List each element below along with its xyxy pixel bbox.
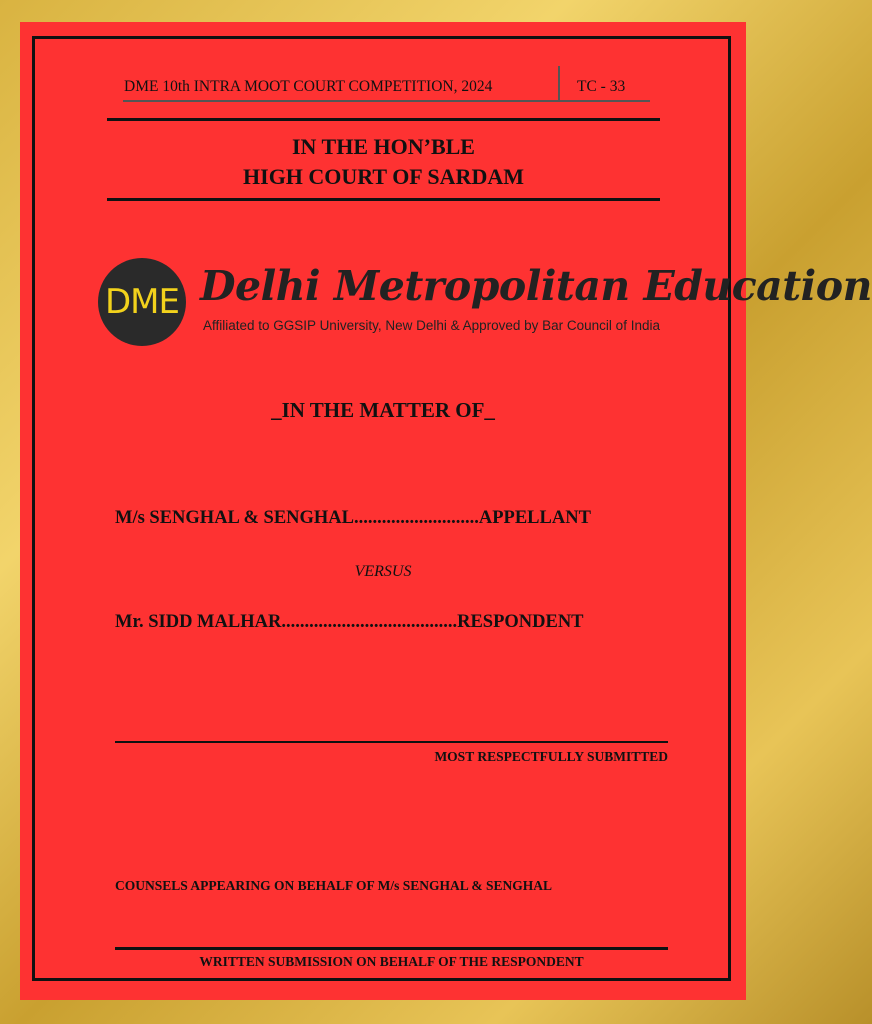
submitted-note: MOST RESPECTFULLY SUBMITTED xyxy=(434,749,668,764)
counsel-line: COUNSELS APPEARING ON BEHALF OF M/s SENGHAL & SENGHAL xyxy=(115,878,553,893)
competition-title: DME 10th INTRA MOOT COURT COMPETITION, 2024 xyxy=(124,78,493,95)
footer-text: WRITTEN SUBMISSION ON BEHALF OF THE RESPONDENT xyxy=(199,954,584,969)
logo-initials: DME xyxy=(105,282,179,322)
submission-rule xyxy=(115,741,668,743)
respondent-line: Mr. SIDD MALHAR......................................RESPONDENT xyxy=(115,612,584,632)
appellant-line: M/s SENGHAL & SENGHAL...........................APPELLANT xyxy=(115,508,591,528)
court-top-rule xyxy=(107,118,660,121)
court-line-2: HIGH COURT OF SARDAM xyxy=(243,164,524,189)
matter-heading: _IN THE MATTER OF_ xyxy=(271,398,495,422)
team-code: TC - 33 xyxy=(577,78,626,95)
court-bottom-rule xyxy=(107,198,660,201)
court-heading xyxy=(107,132,660,192)
footer-rule xyxy=(115,947,668,950)
court-line-1: IN THE HON’BLE xyxy=(292,134,475,159)
header-underline xyxy=(123,100,650,102)
document-page xyxy=(20,22,872,1000)
versus-label: VERSUS xyxy=(354,563,412,580)
institution-tagline: Affiliated to GGSIP University, New Delhi & Approved by Bar Council of India xyxy=(203,318,660,333)
dme-logo-icon xyxy=(98,258,186,346)
header-separator xyxy=(558,66,560,102)
institution-name: Delhi Metropolitan Education xyxy=(200,262,872,310)
